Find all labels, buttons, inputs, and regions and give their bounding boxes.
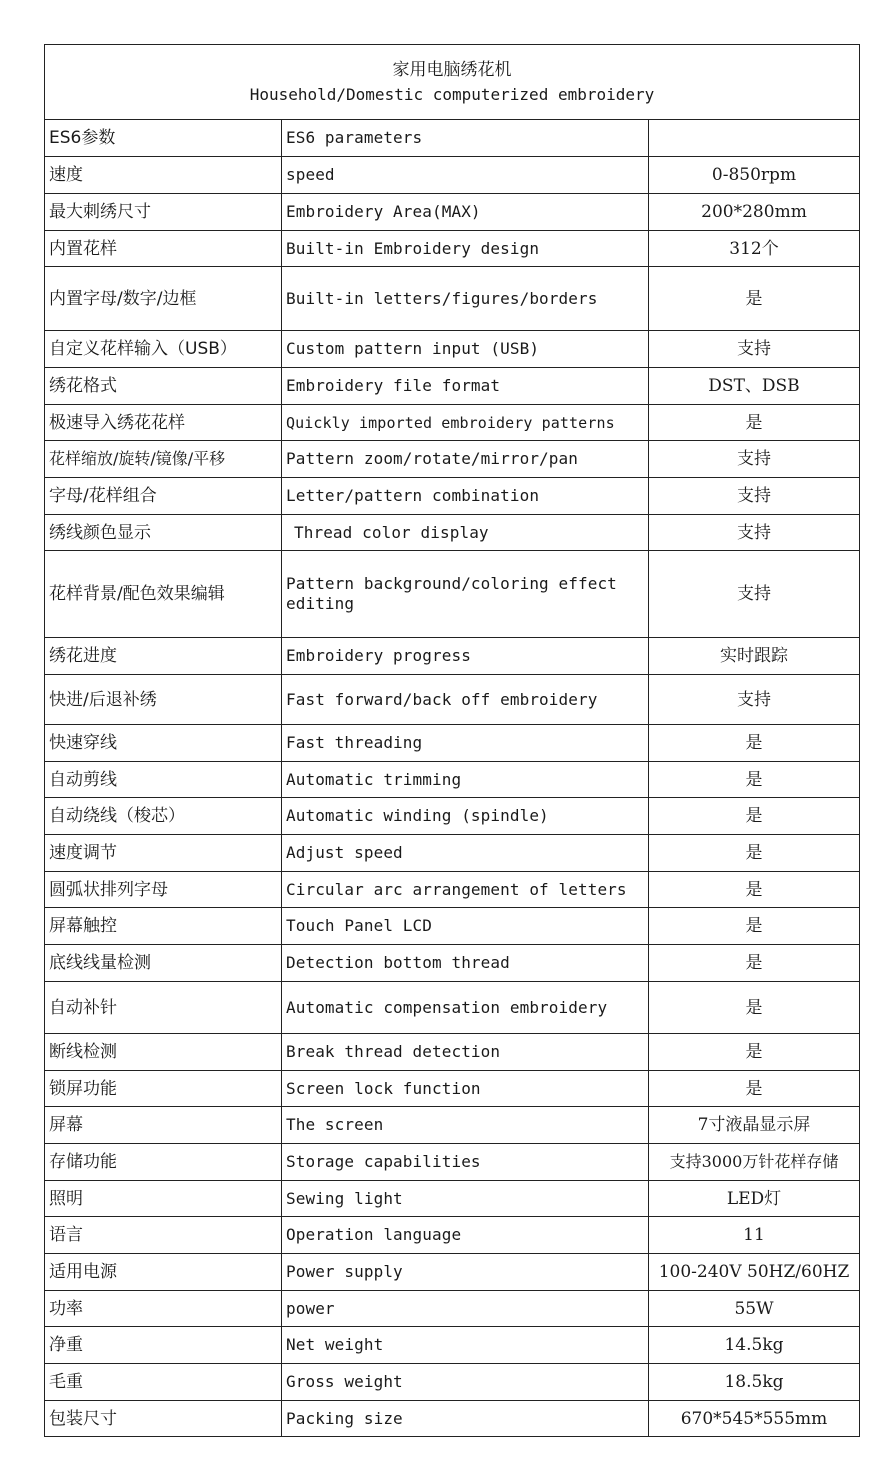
param-value: 是 xyxy=(649,798,860,835)
param-zh: 自定义花样输入（USB） xyxy=(45,331,282,368)
param-value: 支持3000万针花样存储 xyxy=(649,1144,860,1181)
param-en: Pattern background/coloring effect editing xyxy=(282,551,649,638)
param-value: 7寸液晶显示屏 xyxy=(649,1107,860,1144)
param-value: 是 xyxy=(649,1071,860,1107)
table-row xyxy=(45,405,860,441)
param-en: Sewing light xyxy=(282,1181,649,1217)
param-value: 11 xyxy=(649,1217,860,1254)
param-zh: 内置花样 xyxy=(45,231,282,267)
table-row xyxy=(45,798,860,835)
param-value: 支持 xyxy=(649,551,860,638)
param-value: 是 xyxy=(649,725,860,762)
param-en: Adjust speed xyxy=(282,835,649,872)
table-row xyxy=(45,1181,860,1217)
param-zh: 字母/花样组合 xyxy=(45,478,282,515)
param-value xyxy=(649,120,860,157)
param-value: 14.5kg xyxy=(649,1327,860,1364)
param-value: 0-850rpm xyxy=(649,157,860,194)
param-value: 是 xyxy=(649,405,860,441)
param-en: Quickly imported embroidery patterns xyxy=(282,405,649,441)
param-zh: 语言 xyxy=(45,1217,282,1254)
param-zh: 快进/后退补绣 xyxy=(45,675,282,725)
param-zh: 净重 xyxy=(45,1327,282,1364)
param-zh: 断线检测 xyxy=(45,1034,282,1071)
param-en: power xyxy=(282,1291,649,1327)
param-value: 18.5kg xyxy=(649,1364,860,1401)
table-row xyxy=(45,1217,860,1254)
param-en: Screen lock function xyxy=(282,1071,649,1107)
param-value: 支持 xyxy=(649,478,860,515)
param-en: Embroidery file format xyxy=(282,368,649,405)
param-value: LED灯 xyxy=(649,1181,860,1217)
param-value: 支持 xyxy=(649,441,860,478)
table-row xyxy=(45,945,860,982)
param-value: 是 xyxy=(649,945,860,982)
param-zh: 绣线颜色显示 xyxy=(45,515,282,551)
param-en: Circular arc arrangement of letters xyxy=(282,872,649,908)
param-zh: 绣花进度 xyxy=(45,638,282,675)
param-en: Break thread detection xyxy=(282,1034,649,1071)
param-value: 支持 xyxy=(649,515,860,551)
param-en: The screen xyxy=(282,1107,649,1144)
table-row xyxy=(45,908,860,945)
table-row xyxy=(45,1254,860,1291)
title-row xyxy=(45,45,860,120)
param-zh: 速度调节 xyxy=(45,835,282,872)
param-zh: ES6参数 xyxy=(45,120,282,157)
table-row xyxy=(45,872,860,908)
table-row xyxy=(45,762,860,798)
title-en: Household/Domestic computerized embroidery xyxy=(249,85,655,104)
table-row xyxy=(45,725,860,762)
param-en: Packing size xyxy=(282,1401,649,1437)
table-row xyxy=(45,1071,860,1107)
param-zh: 自动剪线 xyxy=(45,762,282,798)
param-value: 200*280mm xyxy=(649,194,860,231)
table-row xyxy=(45,515,860,551)
param-value: 100-240V 50HZ/60HZ xyxy=(649,1254,860,1291)
table-row xyxy=(45,157,860,194)
table-row xyxy=(45,1107,860,1144)
param-zh: 最大刺绣尺寸 xyxy=(45,194,282,231)
param-value: 是 xyxy=(649,982,860,1034)
table-row xyxy=(45,675,860,725)
param-value: 670*545*555mm xyxy=(649,1401,860,1437)
param-value: 是 xyxy=(649,762,860,798)
param-value: 支持 xyxy=(649,675,860,725)
param-value: 是 xyxy=(649,872,860,908)
param-en: Built-in Embroidery design xyxy=(282,231,649,267)
param-en: Operation language xyxy=(282,1217,649,1254)
table-row xyxy=(45,982,860,1034)
table-row xyxy=(45,551,860,638)
table-row xyxy=(45,1364,860,1401)
param-en: speed xyxy=(282,157,649,194)
table-row xyxy=(45,194,860,231)
table-row xyxy=(45,1401,860,1437)
param-zh: 底线线量检测 xyxy=(45,945,282,982)
param-en: Fast forward/back off embroidery xyxy=(282,675,649,725)
param-en: Automatic compensation embroidery xyxy=(282,982,649,1034)
param-zh: 自动补针 xyxy=(45,982,282,1034)
param-value: 312个 xyxy=(649,231,860,267)
param-en: Detection bottom thread xyxy=(282,945,649,982)
table-row xyxy=(45,835,860,872)
param-en: Power supply xyxy=(282,1254,649,1291)
param-en: Touch Panel LCD xyxy=(282,908,649,945)
title-zh: 家用电脑绣花机 xyxy=(392,60,512,80)
param-en: Fast threading xyxy=(282,725,649,762)
param-en: Net weight xyxy=(282,1327,649,1364)
table-row xyxy=(45,231,860,267)
table-row xyxy=(45,478,860,515)
param-zh: 花样背景/配色效果编辑 xyxy=(45,551,282,638)
table-row xyxy=(45,1034,860,1071)
param-zh: 屏幕 xyxy=(45,1107,282,1144)
table-row xyxy=(45,441,860,478)
param-zh: 速度 xyxy=(45,157,282,194)
param-value: 支持 xyxy=(649,331,860,368)
param-zh: 功率 xyxy=(45,1291,282,1327)
param-zh: 极速导入绣花花样 xyxy=(45,405,282,441)
spec-table xyxy=(44,44,860,1437)
param-zh: 包装尺寸 xyxy=(45,1401,282,1437)
param-zh: 锁屏功能 xyxy=(45,1071,282,1107)
table-row xyxy=(45,1144,860,1181)
param-en: ES6 parameters xyxy=(282,120,649,157)
param-zh: 花样缩放/旋转/镜像/平移 xyxy=(45,441,282,478)
table-row xyxy=(45,331,860,368)
table-row xyxy=(45,1291,860,1327)
param-zh: 存储功能 xyxy=(45,1144,282,1181)
param-zh: 自动绕线（梭芯） xyxy=(45,798,282,835)
param-zh: 快速穿线 xyxy=(45,725,282,762)
title-cell xyxy=(45,45,860,120)
param-zh: 毛重 xyxy=(45,1364,282,1401)
param-en: Letter/pattern combination xyxy=(282,478,649,515)
param-en: Storage capabilities xyxy=(282,1144,649,1181)
param-zh: 适用电源 xyxy=(45,1254,282,1291)
param-zh: 圆弧状排列字母 xyxy=(45,872,282,908)
param-value: 是 xyxy=(649,1034,860,1071)
param-en: Custom pattern input (USB) xyxy=(282,331,649,368)
param-en: Pattern zoom/rotate/mirror/pan xyxy=(282,441,649,478)
table-row xyxy=(45,1327,860,1364)
param-value: 是 xyxy=(649,908,860,945)
param-zh: 绣花格式 xyxy=(45,368,282,405)
param-en: Automatic trimming xyxy=(282,762,649,798)
table-row xyxy=(45,368,860,405)
param-zh: 内置字母/数字/边框 xyxy=(45,267,282,331)
param-en: Embroidery Area(MAX) xyxy=(282,194,649,231)
param-value: 55W xyxy=(649,1291,860,1327)
table-row xyxy=(45,267,860,331)
param-en: Embroidery progress xyxy=(282,638,649,675)
param-en: Automatic winding (spindle) xyxy=(282,798,649,835)
param-en: Thread color display xyxy=(282,515,649,551)
param-zh: 照明 xyxy=(45,1181,282,1217)
param-value: 是 xyxy=(649,835,860,872)
table-row xyxy=(45,120,860,157)
table-row xyxy=(45,638,860,675)
param-value: 实时跟踪 xyxy=(649,638,860,675)
param-value: 是 xyxy=(649,267,860,331)
param-zh: 屏幕触控 xyxy=(45,908,282,945)
param-en: Gross weight xyxy=(282,1364,649,1401)
param-en: Built-in letters/figures/borders xyxy=(282,267,649,331)
param-value: DST、DSB xyxy=(649,368,860,405)
